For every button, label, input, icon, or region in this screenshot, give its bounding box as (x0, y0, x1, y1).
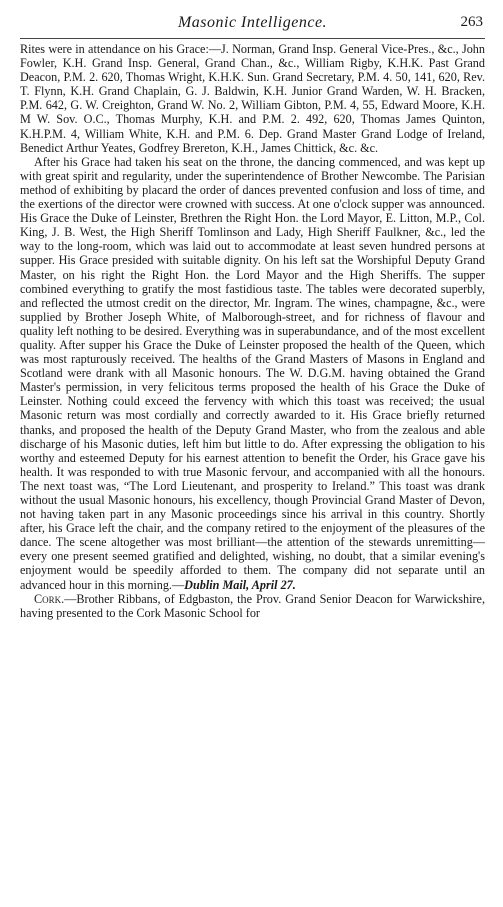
cork-heading: Cork. (34, 591, 65, 606)
supper-text: After his Grace had taken his seat on the throne, the dancing commenced, and was kept up with great spirit and regularity, under the superintendence of Brother Newcombe. The Parisian method of exhibiting by placard the order of dances prevented confusion and loss of time, and the exertions of the director were crowned with success. At one o'clock supper was announced. His Grace the Duke of Leinster, Brethren the Right Hon. the Lord Mayor, E. Litton, M.P., Col. King, J. B. West, the High Sheriff Tomlinson and Lady, High Sheriff Faulkner, &c., led the way to the long-room, which was laid out to accommodate at least seven hundred persons at supper. His Grace presided with suitable dignity. On his left sat the Worshipful Deputy Grand Master, on his right the Right Hon. the Lord Mayor and the High Sheriffs. The supper combined everything to gratify the most fastidious taste. The tables were decorated superbly, and reflected the utmost credit on the director, Mr. Ingram. The wines, champagne, &c., were supplied by Brother Joseph White, of Malborough-street, and for richness of flavour and quality left nothing to be desired. Everything was in superabundance, and of the most excellent quality. After supper his Grace the Duke of Leinster proposed the health of the Queen, which was most rapturously received. The healths of the Grand Masters of Masons in England and Scotland were drank with all Masonic honours. The W. D.G.M. having obtained the Grand Master's permission, in very felicitous terms proposed the health of his Grace the Duke of Leinster. Nothing could exceed the fervency with which this toast was received; the usual Masonic return was most cordially and correctly awarded to it. His Grace briefly returned thanks, and proposed the health of the Deputy Grand Master, who from the zealous and able discharge of his Masonic duties, left him but little to do. After expressing the obligation to his worthy and esteemed Deputy for his earnest attention to benefit the Order, his Grace gave his health. It was responded to with true Masonic fervour, and accompanied with all the honours. The next toast was, “The Lord Lieutenant, and prosperity to Ireland.” This toast was drank without the usual Masonic honours, his excellency, though Provincial Grand Master of Devon, not having taken part in any Masonic proceedings since his arrival in this country. Shortly after, his Grace left the chair, and the company retired to the enjoyment of the pleasures of the dance. The scene altogether was most brilliant—the attention of the stewards unremitting—every one present seemed gratified and delighted, wishing, no doubt, that a similar evening's enjoyment would be speedily afforded to them. The company did not separate until an advanced hour in this morning.— (20, 154, 485, 592)
running-head: Masonic Intelligence. (177, 14, 328, 31)
cork-text: —Brother Ribbans, of Edgbaston, the Prov. Grand Senior Deacon for Warwickshire, having presented to the Cork Masonic School for (20, 591, 485, 620)
paragraph-attendees (20, 42, 485, 155)
page-number: 263 (460, 14, 483, 30)
article-body (20, 42, 485, 620)
source-citation: Dublin Mail, April 27. (184, 577, 296, 592)
page-header (20, 14, 485, 39)
attendees-text: Rites were in attendance on his Grace:—J. Norman, Grand Insp. General Vice-Pres., &c., John Fowler, K.H. Grand Insp. General, Grand Chan., &c., William Rigby, K.H.K. Past Grand Deacon, P.M. 2. 620, Thomas Wright, K.H.K. Sun. Grand Secretary, P.M. 4. 50, 141, 620, Rev. T. Flynn, K.H. Grand Chaplain, G. J. Baldwin, K.H. Junior Grand Warden, W. H. Bracken, P.M. 642, G. W. Creighton, Grand W. No. 2, William Gibton, P.M. 4, 55, Edward Moore, K.H. M W. Sov. O.C., Thomas Murphy, K.H. and P.M. 2. 492, 620, Thomas James Quinton, K.H.P.M. 4, William White, K.H. and P.M. 6. Dep. Grand Master Grand Lodge of Ireland, Benedict Arthur Yeates, Godfrey Brereton, K.H., James Chittick, &c. &c. (20, 42, 485, 155)
paragraph-supper (20, 155, 485, 592)
paragraph-cork (20, 592, 485, 620)
